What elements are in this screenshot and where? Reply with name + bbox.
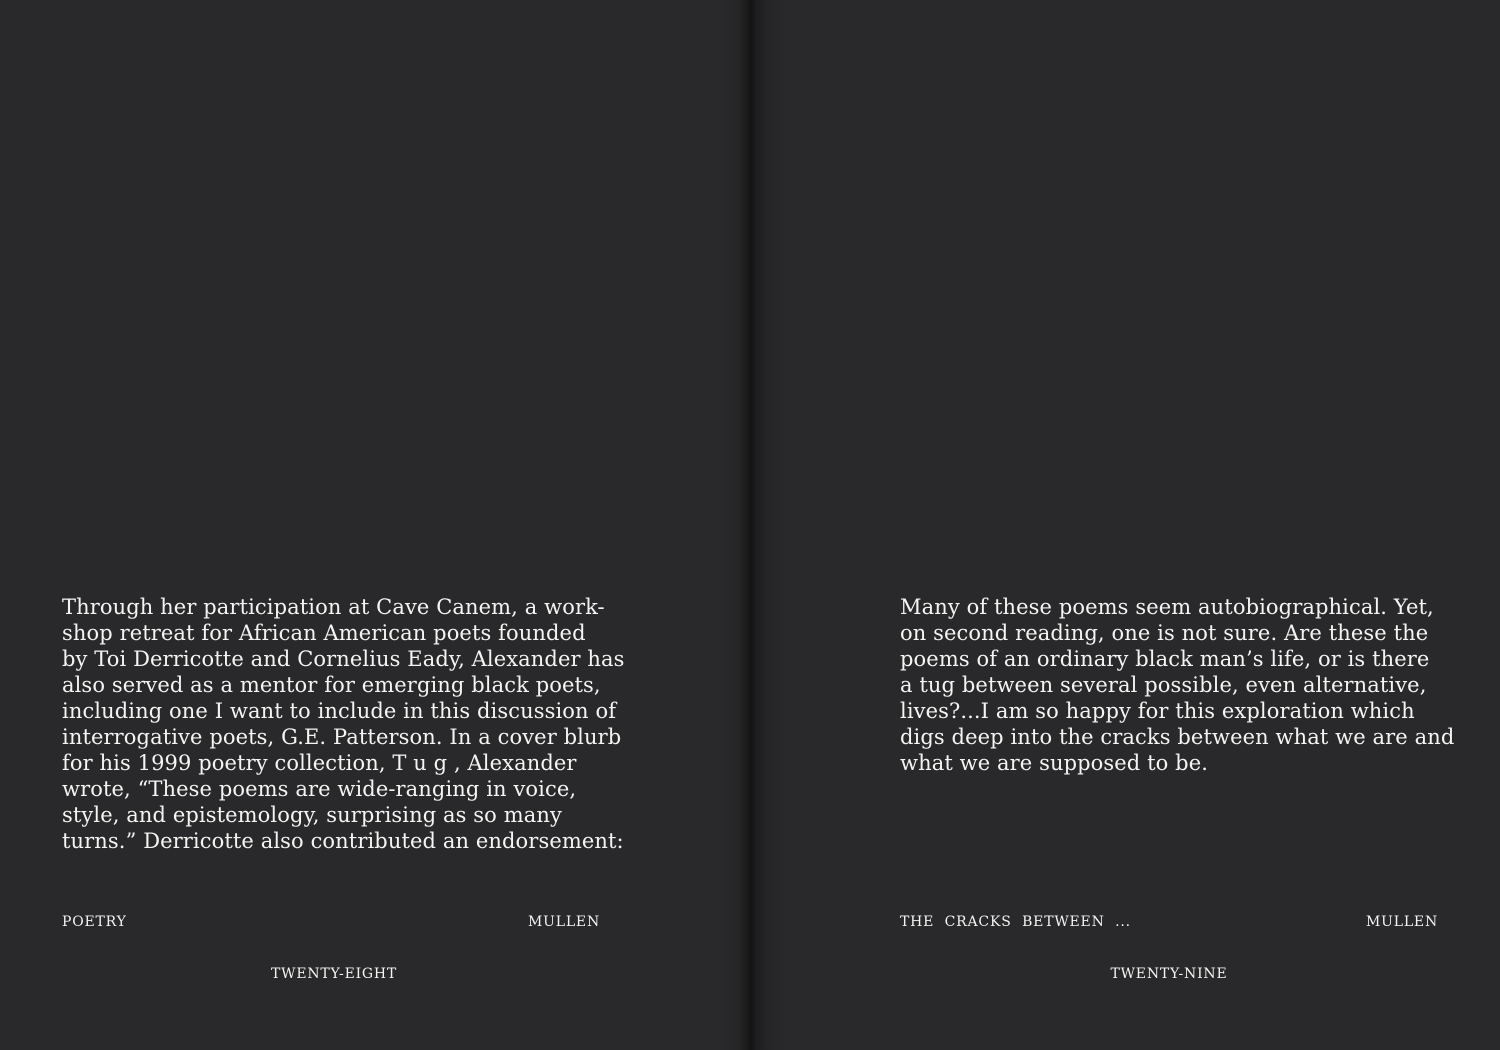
- body-line: wrote, “These poems are wide-ranging in voice,: [62, 777, 577, 801]
- body-line: on second reading, one is not sure. Are these the: [900, 621, 1429, 645]
- body-line: turns.” Derricotte also contributed an endorsement:: [62, 829, 624, 853]
- running-head-author: MULLEN: [528, 914, 600, 930]
- page-number: TWENTY-NINE: [1110, 966, 1228, 982]
- right-page: [750, 0, 1500, 1050]
- body-line: lives?...I am so happy for this exploration which: [900, 699, 1415, 723]
- body-line: style, and epistemology, surprising as so many: [62, 803, 562, 827]
- left-body-text: [62, 594, 625, 854]
- body-line: Through her participation at Cave Canem, a work-: [62, 595, 605, 619]
- right-body-text: [900, 594, 1454, 776]
- running-head-author: MULLEN: [1366, 914, 1438, 930]
- body-line: for his 1999 poetry collection, T u g , Alexander: [62, 751, 577, 775]
- body-line: digs deep into the cracks between what we are and: [900, 725, 1455, 749]
- body-line: interrogative poets, G.E. Patterson. In a cover blurb: [62, 725, 622, 749]
- body-line: what we are supposed to be.: [900, 751, 1209, 775]
- running-head-section: POETRY: [62, 914, 127, 930]
- body-line: Many of these poems seem autobiographical. Yet,: [900, 595, 1434, 619]
- body-line: shop retreat for African American poets founded: [62, 621, 586, 645]
- body-line: a tug between several possible, even alternative,: [900, 673, 1427, 697]
- body-line: including one I want to include in this discussion of: [62, 699, 617, 723]
- page-number: TWENTY-EIGHT: [271, 966, 398, 982]
- body-line: also served as a mentor for emerging black poets,: [62, 673, 601, 697]
- running-head-section: THE CRACKS BETWEEN ...: [900, 914, 1131, 930]
- body-line: poems of an ordinary black man’s life, or is there: [900, 647, 1430, 671]
- body-line: by Toi Derricotte and Cornelius Eady, Alexander has: [62, 647, 625, 671]
